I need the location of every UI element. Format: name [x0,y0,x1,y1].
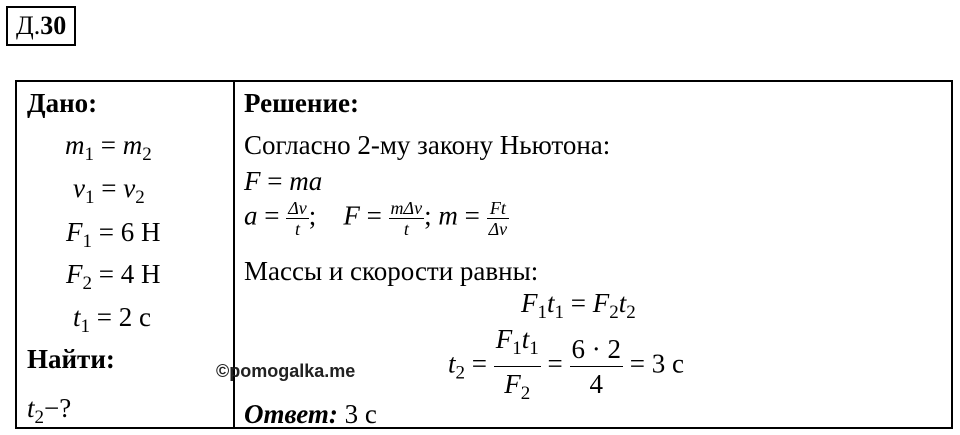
formula-newton: F = ma [244,166,323,196]
problem-prefix: Д. [16,11,41,40]
find-unknown: $t_2-$? [27,393,72,428]
formula-derivations: a = $\frac{\Delta v}{t}$ ; F = $\frac{\text{mΔv}}{t}$ ; m = $\frac{Ft}{\Delta v}$ [244,198,508,239]
watermark: ©pomogalka.me [216,361,356,381]
problem-number-tag [6,6,76,46]
problem-number: 30 [40,11,67,40]
impulse-equality: $F_1t_1 = F_2t_2$ [521,288,636,323]
answer-line [244,401,377,428]
given-force-2: $F_2 = 4$ Н [66,259,161,294]
given-force-1: $F_1 = 6$ Н [66,217,161,252]
given-velocity-equality: $v_1 = v_2$ [73,173,145,208]
given-time-1: $t_1 = 2$ с [73,302,151,337]
given-mass-equality: $m_1 = m_2$ [65,130,152,165]
answer-value: 3 с [344,399,377,429]
find-heading: Найти: [27,344,115,374]
solution-heading: Решение: [244,88,359,118]
final-calculation: $t_2$ = $\frac{F_1t_1}{F_2}$ = $\frac{6 \cdot 2}{4}$ = 3 с [448,324,684,404]
given-heading: Дано: [27,88,98,118]
newton-law-intro: Согласно 2-му закону Ньютона: [244,130,611,160]
equal-mass-velocity-note: Массы и скорости равны: [244,256,539,286]
answer-label: Ответ: [244,399,338,429]
